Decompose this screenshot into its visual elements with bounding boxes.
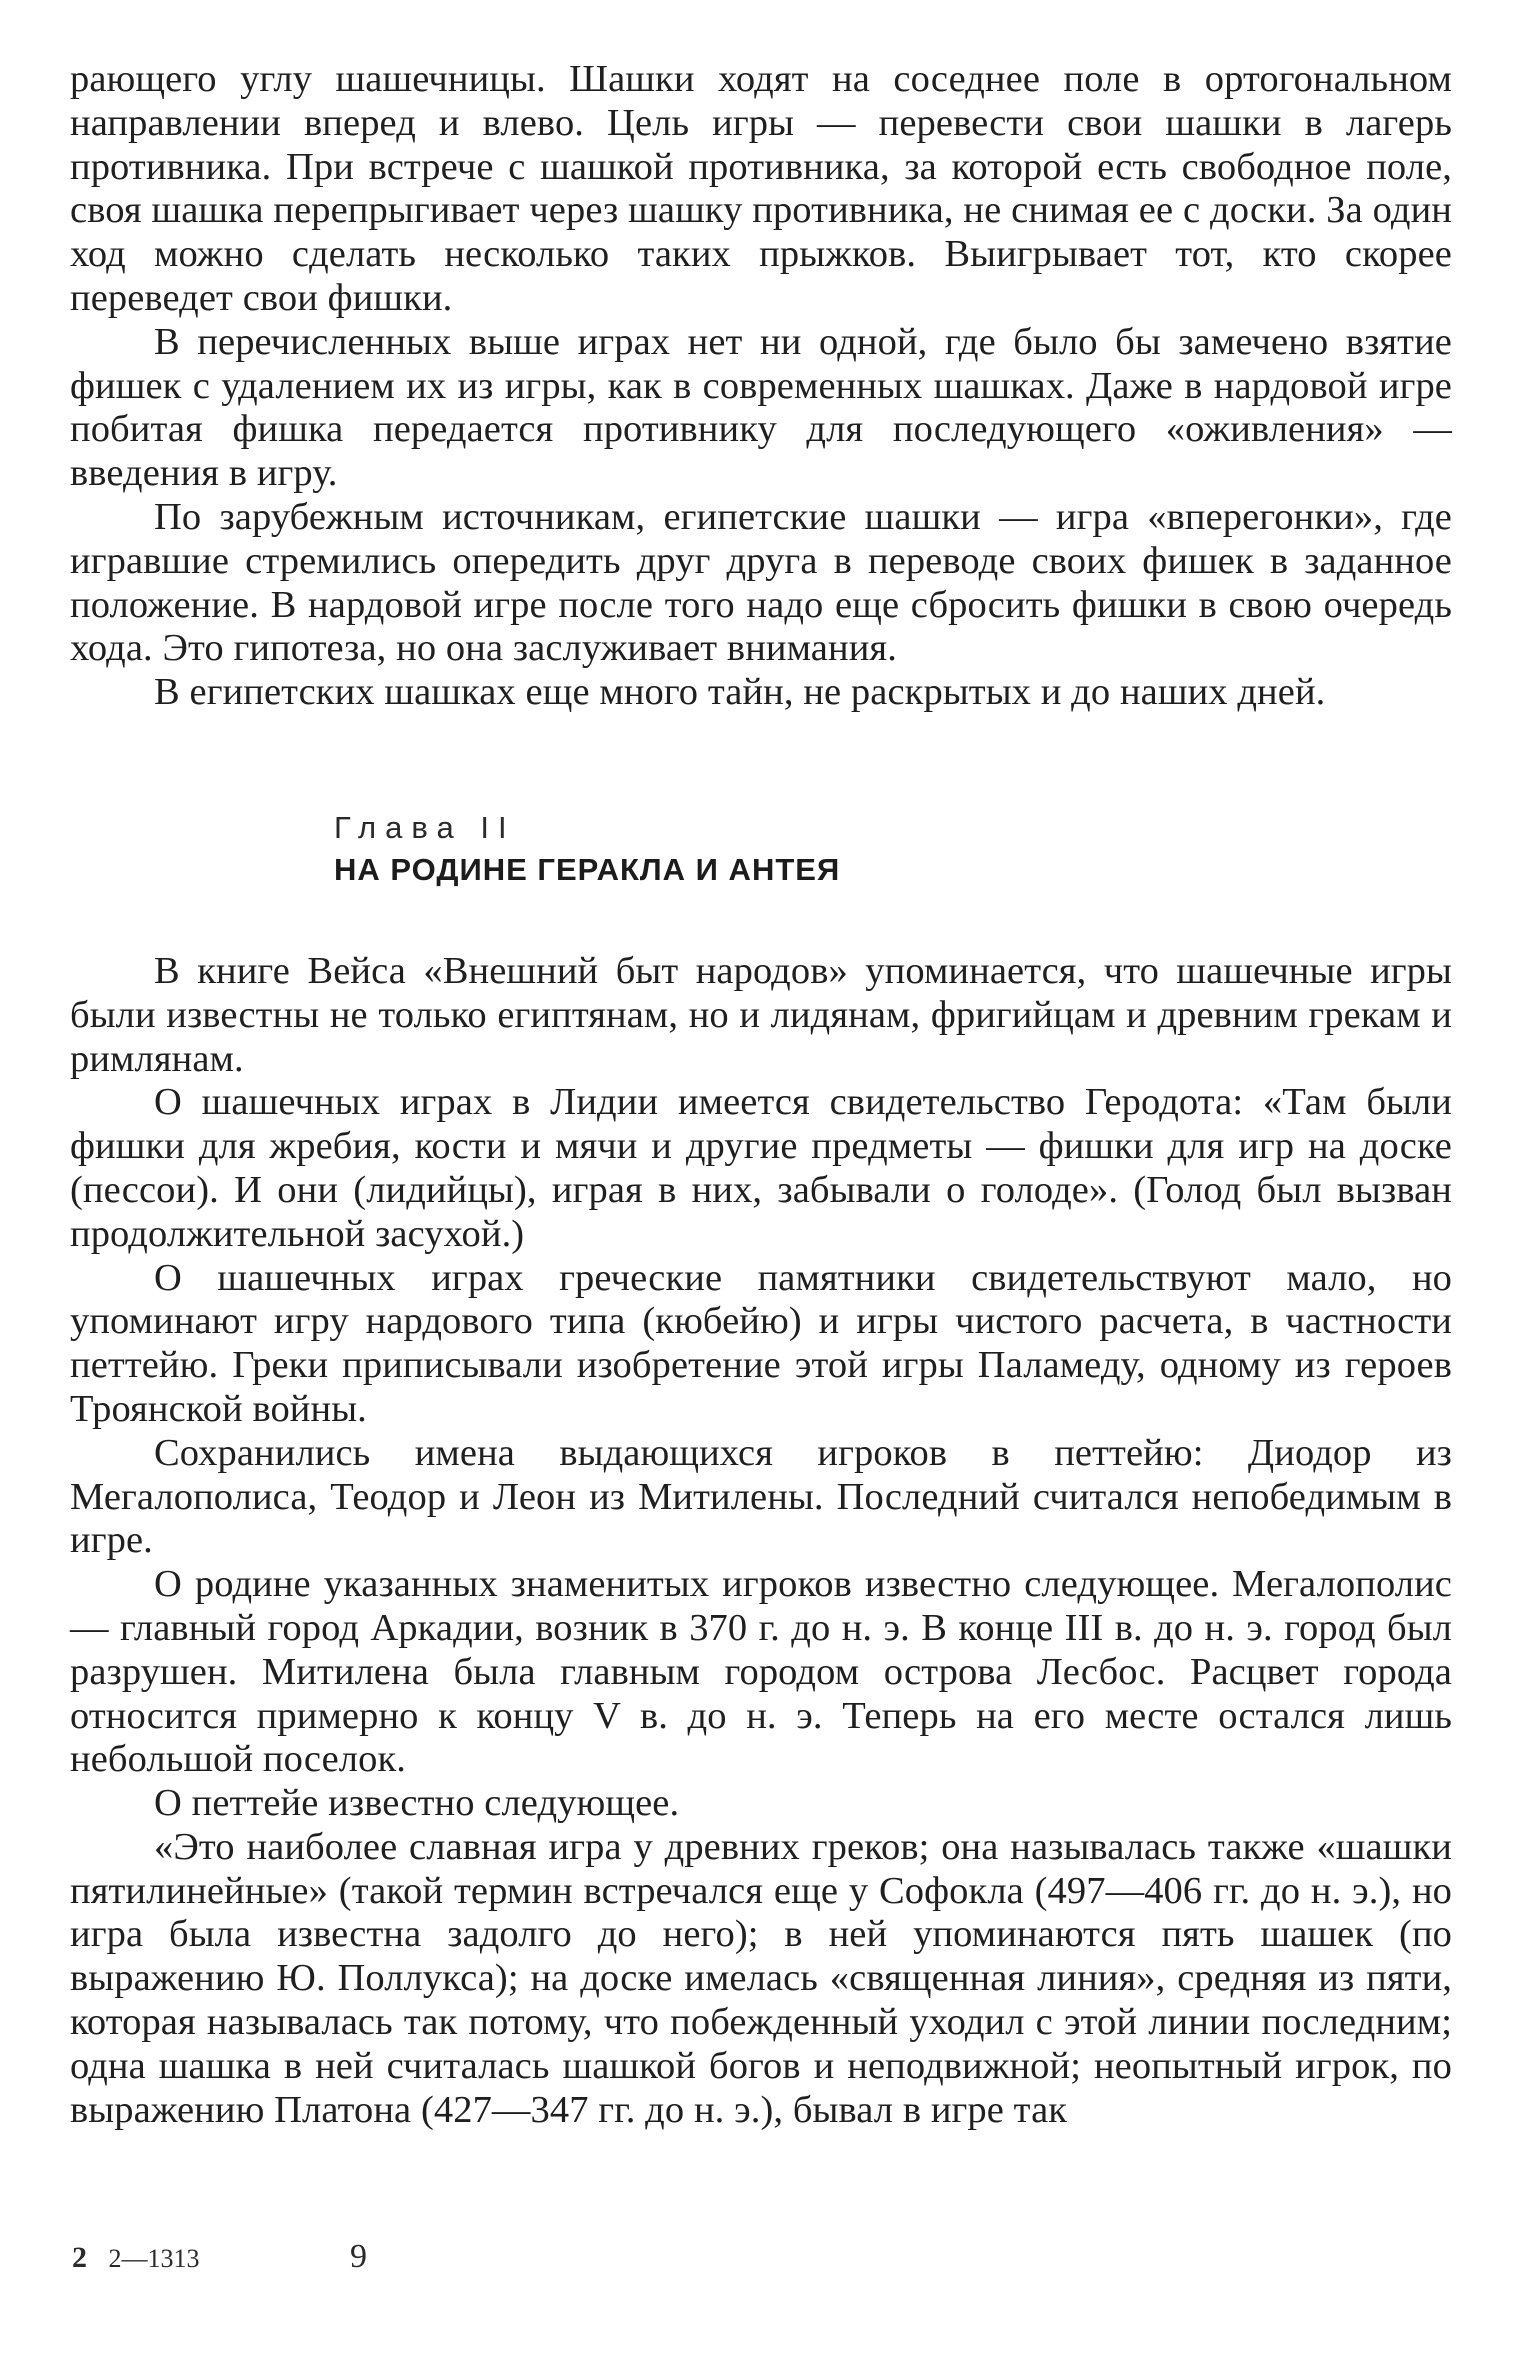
signature-number: 2 [72, 2241, 87, 2274]
paragraph-chapter-7: «Это наиболее славная игра у древних греков; она называлась также «шашки пятилинейные» (такой термин встречался еще у Софокла (497—406 гг. до н. э.), но игра была известна задолго до него); в ней упоминаются пять шашек (по выражению Ю. Поллукса); на доске имелась «священная линия», средняя из пяти, которая называлась так потому, что побежденный уходил с этой линии последним; одна шашка в ней считалась шашкой богов и неподвижной; неопытный игрок, по выражению Платона (427—347 гг. до н. э.), бывал в игре так [70, 1825, 1452, 2131]
paragraph-chapter-3: О шашечных играх греческие памятники свидетельствуют мало, но упоминают игру нардового типа (кюбейю) и игры чистого расчета, в частности петтейю. Греки приписывали изобретение этой игры Паламеду, одному из героев Троянской войны. [70, 1256, 1452, 1430]
printer-signature [72, 2240, 200, 2277]
chapter-title: НА РОДИНЕ ГЕРАКЛА И АНТЕЯ [334, 851, 841, 887]
paragraph-intro-1: рающего углу шашечницы. Шашки ходят на соседнее поле в ортогональном направлении вперед и влево. Цель игры — перевести свои шашки в лагерь противника. При встрече с шашкой противника, за которой есть свободное поле, своя шашка перепрыгивает через шашку противника, не снимая ее с доски. За один ход можно сделать несколько таких прыжков. Выигрывает тот, кто скорее переведет свои фишки. [70, 58, 1452, 319]
page-body [70, 58, 1452, 2132]
signature-code: 2—1313 [108, 2244, 200, 2273]
paragraph-intro-2: В перечисленных выше играх нет ни одной, где было бы замечено взятие фишек с удалением их из игры, как в современных шашках. Даже в нардовой игре побитая фишка передается противнику для последующего «оживления» — введения в игру. [70, 320, 1452, 495]
chapter-label: Глава II [334, 809, 516, 845]
paragraph-chapter-5: О родине указанных знаменитых игроков известно следующее. Мегалополис — главный город Аркадии, возник в 370 г. до н. э. В конце III в. до н. э. город был разрушен. Митилена была главным городом острова Лесбос. Расцвет города относится примерно к концу V в. до н. э. Теперь на его месте остался лишь небольшой поселок. [70, 1563, 1452, 1781]
paragraph-chapter-2: О шашечных играх в Лидии имеется свидетельство Геродота: «Там были фишки для жребия, кости и мячи и другие предметы — фишки для игр на доске (пессои). И они (лидийцы), играя в них, забывали о голоде». (Голод был вызван продолжительной засухой.) [70, 1081, 1452, 1255]
paragraph-intro-4: В египетских шашках еще много тайн, не раскрытых и до наших дней. [154, 671, 1326, 714]
chapter-heading [334, 808, 1452, 892]
paragraph-intro-3: По зарубежным источникам, египетские шашки — игра «вперегонки», где игравшие стремились опередить друг друга в переводе своих фишек в заданное положение. В нардовой игре после того надо еще сбросить фишки в свою очередь хода. Это гипотеза, но она заслуживает внимания. [70, 495, 1452, 670]
paragraph-chapter-1: В книге Вейса «Внешний быт народов» упоминается, что шашечные игры были известны не только египтянам, но и лидянам, фригийцам и древним грекам и римлянам. [70, 949, 1452, 1080]
paragraph-chapter-4: Сохранились имена выдающихся игроков в петтейю: Диодор из Мегалополиса, Теодор и Леон из Митилены. Последний считался непобедимым в игре. [70, 1431, 1452, 1562]
page-number: 9 [350, 2238, 367, 2275]
paragraph-chapter-6: О петтейе известно следующее. [154, 1782, 680, 1825]
